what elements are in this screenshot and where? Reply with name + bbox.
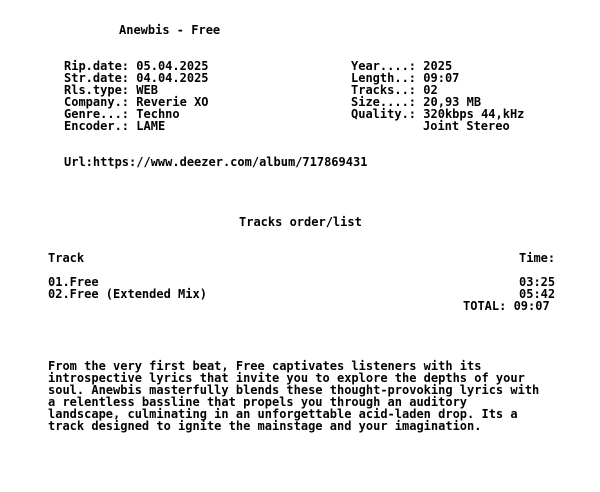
info-value: 04.04.2025 [136, 71, 209, 85]
track-time: 05:42 [519, 287, 556, 301]
info-encoder [64, 120, 165, 132]
info-key: Quality.: [351, 107, 417, 121]
info-value: 2025 [423, 59, 453, 73]
info-key: Length..: [351, 71, 417, 85]
tracks-heading: Tracks order/list [239, 215, 362, 229]
info-value: LAME [136, 119, 166, 133]
info-key: Tracks..: [351, 83, 417, 97]
info-value: 05.04.2025 [136, 59, 209, 73]
info-key: Str.date: [64, 71, 130, 85]
info-value: 320kbps 44,kHz [423, 107, 525, 121]
track-name: 01.Free [48, 275, 99, 289]
col-track-header: Track [48, 251, 85, 265]
info-key: Rls.type: [64, 83, 130, 97]
info-stereo: Joint Stereo [423, 119, 510, 133]
info-value: 02 [423, 83, 438, 97]
info-key: Encoder.: [64, 119, 130, 133]
info-value: 20,93 MB [423, 95, 482, 109]
info-key: Company.: [64, 95, 130, 109]
track-name: 02.Free (Extended Mix) [48, 287, 207, 301]
album-url[interactable]: Url:https://www.deezer.com/album/717869431 [64, 155, 368, 169]
info-value: 09:07 [423, 71, 460, 85]
page-title: Anewbis - Free [119, 23, 221, 37]
description-line: a relentless bassline that propels you through an auditory [48, 395, 468, 409]
description-line: soul. Anewbis masterfully blends these thought-provoking lyrics with [48, 383, 540, 397]
info-key: Size....: [351, 95, 417, 109]
description-line: From the very first beat, Free captivates listeners with its [48, 359, 482, 373]
col-time-header: Time: [519, 251, 556, 265]
total-time: TOTAL: 09:07 [463, 299, 550, 313]
info-value: Reverie XO [136, 95, 209, 109]
description-line: landscape, culminating in an unforgettable acid-laden drop. Its a [48, 407, 518, 421]
description-line: track designed to ignite the mainstage and your imagination. [48, 419, 482, 433]
description-line: introspective lyrics that invite you to explore the depths of your [48, 371, 525, 385]
info-value: Techno [136, 107, 180, 121]
info-key: Year....: [351, 59, 417, 73]
info-key: Rip.date: [64, 59, 130, 73]
info-value: WEB [136, 83, 158, 97]
info-key: Genre...: [64, 107, 130, 121]
track-time: 03:25 [519, 275, 556, 289]
